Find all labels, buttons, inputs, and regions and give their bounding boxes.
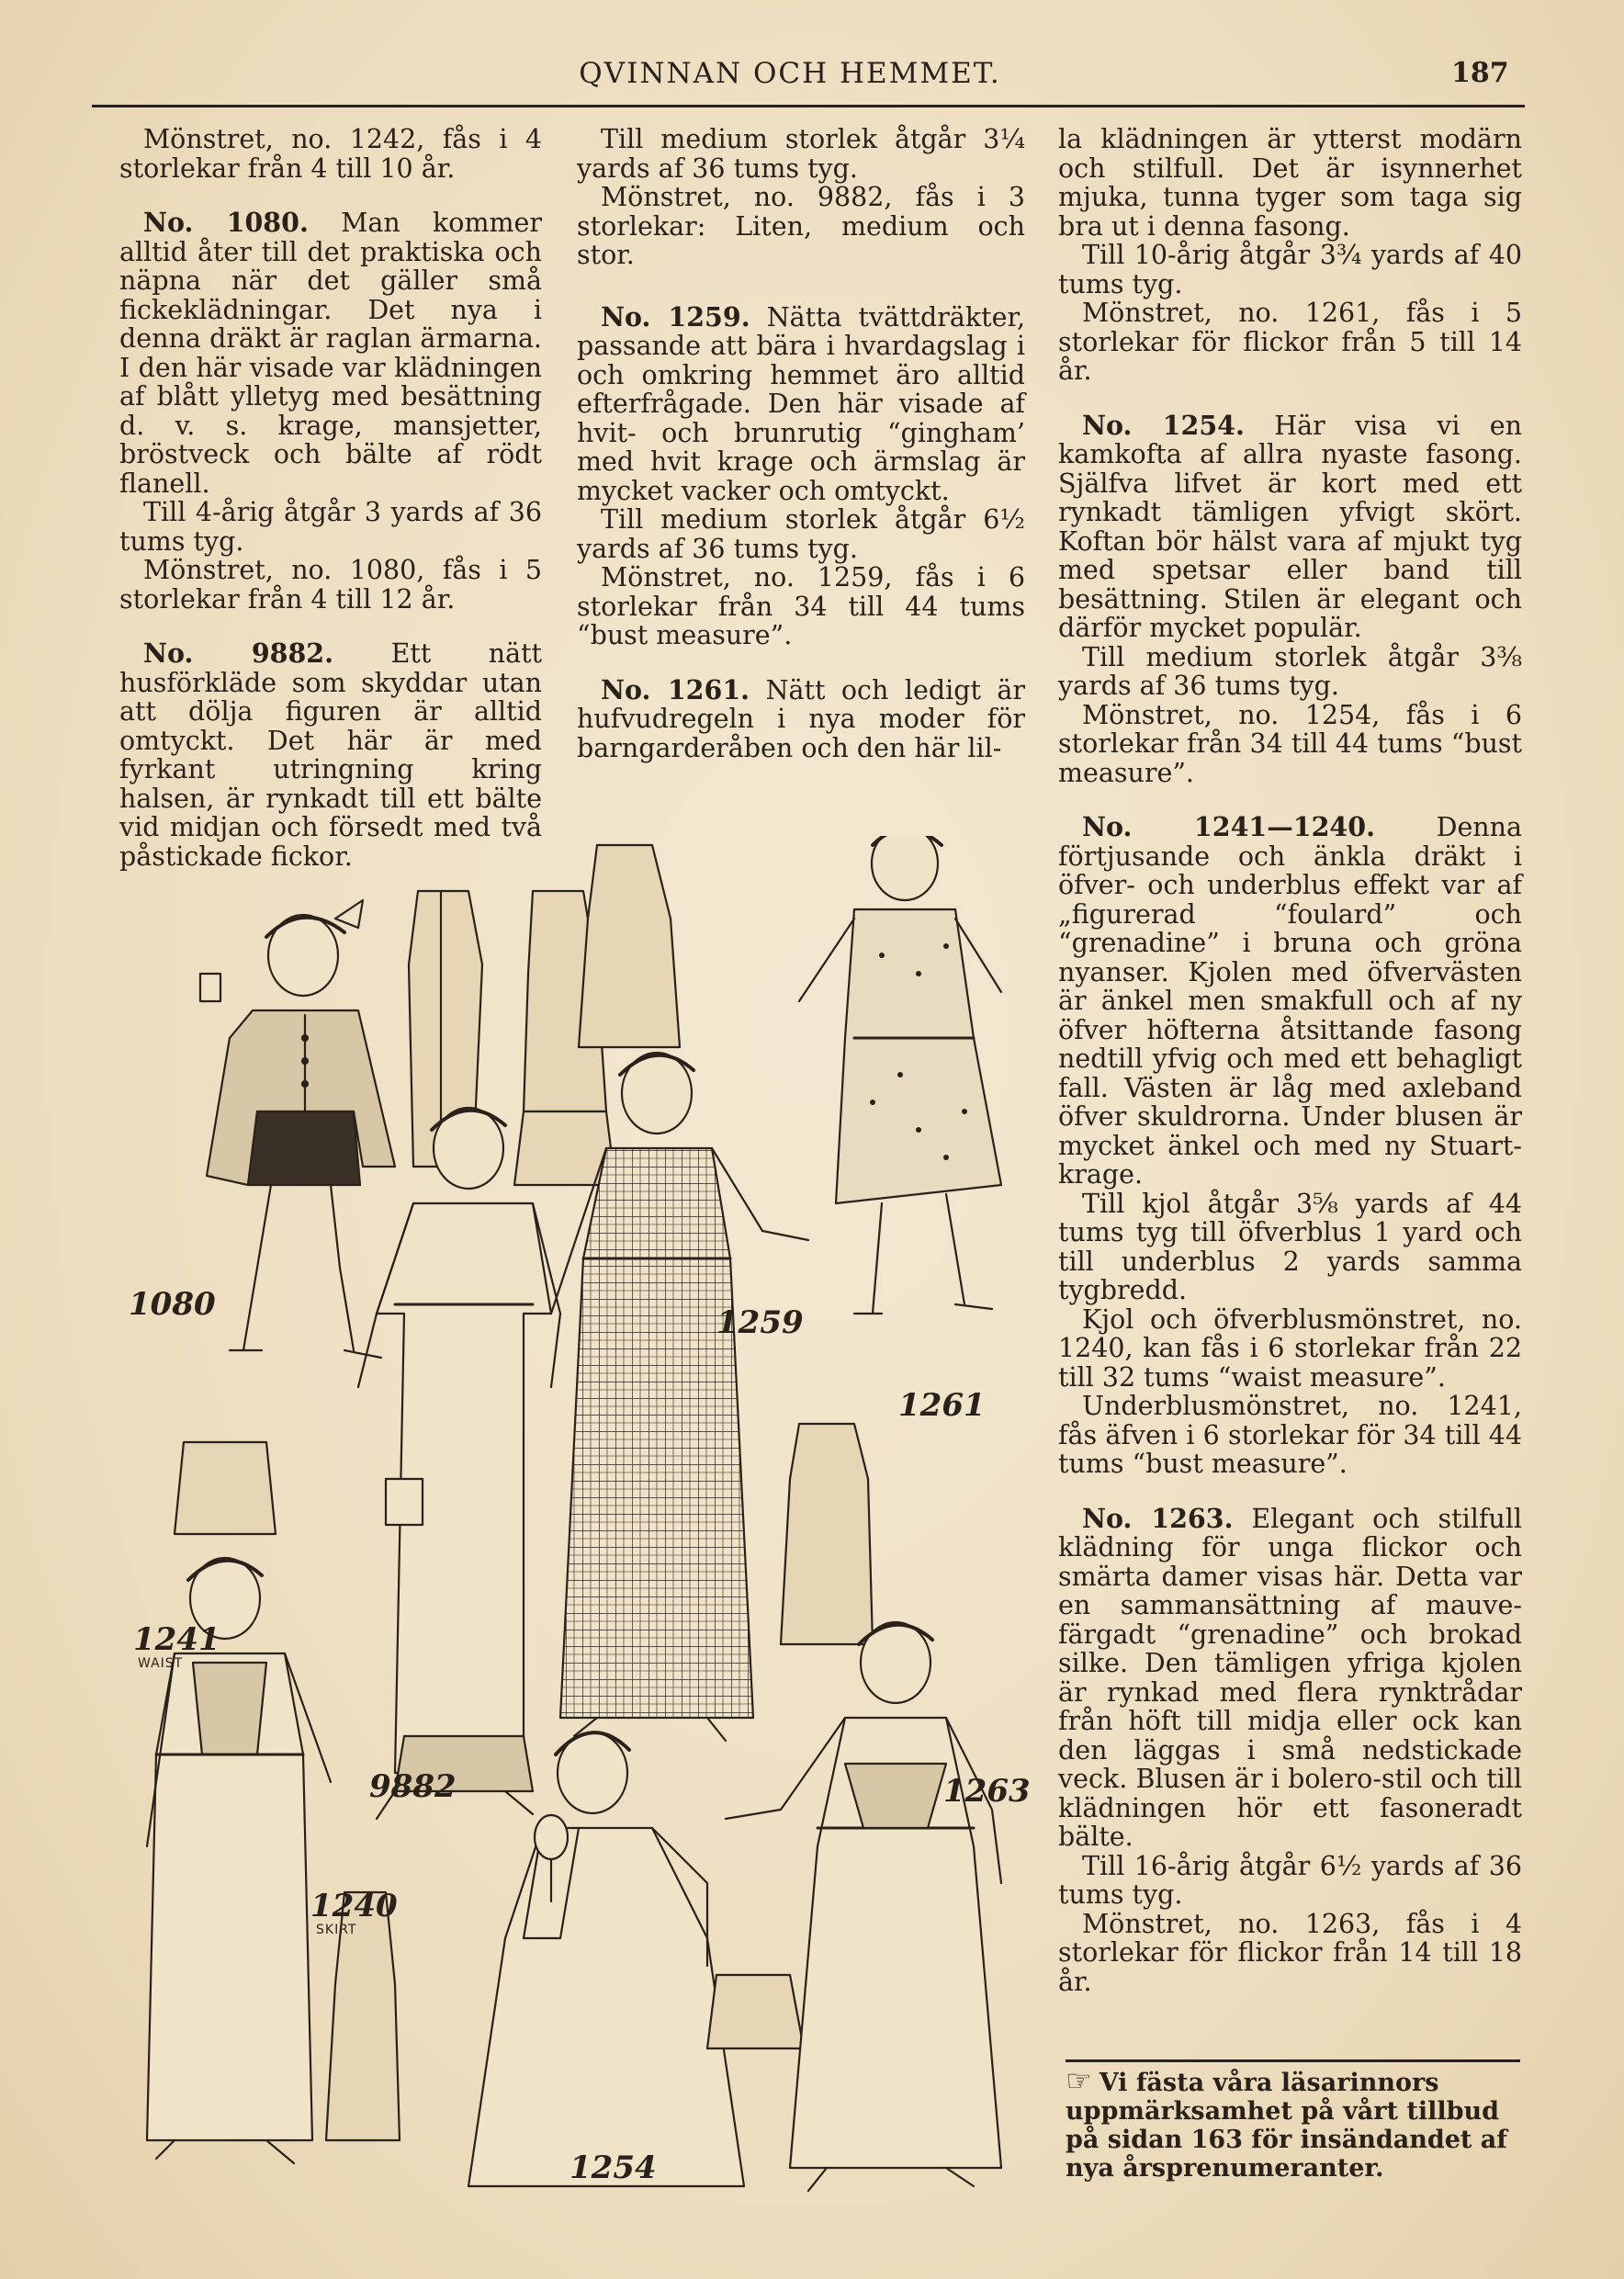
paragraph: Till kjol åtgår 3⅝ yards af 44 tums tyg till öfverblus 1 yard och till underblus 2 yards samma tygbredd.: [1058, 1188, 1522, 1305]
figure-1261-back-middle: [781, 1424, 873, 1644]
figure-label-1240: 1240: [310, 1888, 398, 1924]
pattern-number: No. 9882.: [143, 637, 334, 669]
pattern-number: No. 1263.: [1082, 1502, 1234, 1534]
figure-1261-girl: [799, 836, 1001, 1314]
paragraph-text: Nätt och ledigt är hufvudregeln i nya moder för barngarderåben och den här lil-: [577, 674, 1026, 763]
pointing-hand-icon: ☞: [1066, 2063, 1092, 2098]
paragraph: Mönstret, no. 1263, fås i 4 storlekar för flickor från 14 till 18 år.: [1058, 1908, 1522, 1997]
paragraph: Mönstret, no. 9882, fås i 3 storlekar: Liten, medium och stor.: [577, 182, 1025, 270]
paragraph: [1058, 409, 1522, 643]
figure-1080-girl-coat: [200, 900, 395, 1358]
page-header-title: QVINNAN OCH HEMMET.: [579, 57, 1001, 90]
paragraph: [1058, 813, 1522, 1190]
paragraph: Kjol och öfverblusmönstret, no. 1240, kan fås i 6 storlekar från 22 till 32 tums “waist measure”.: [1058, 1303, 1522, 1393]
paragraph-text: Nätta tvättdräkter, passande att bära i hvardagslag i och omkring hemmet äro alltid efterfrågade. Den här visade af hvit- och brunrutig “gingham’ med hvit krage och ärmslag är mycket vacker och omtyckt.: [577, 301, 1026, 506]
paragraph: Mönstret, no. 1259, fås i 6 storlekar från 34 till 44 tums “bust measure”.: [577, 562, 1025, 650]
figure-label-1254: 1254: [570, 2149, 657, 2186]
header-rule: [92, 105, 1525, 107]
paragraph: Mönstret, no. 1254, fås i 6 storlekar från 34 till 44 tums “bust measure”.: [1058, 699, 1522, 788]
figure-9882-woman-apron: [358, 1108, 560, 1819]
paragraph: Till medium storlek åtgår 3¼ yards af 36 tums tyg.: [577, 124, 1025, 184]
paragraph-text: Denna förtjusande och änkla dräkt i öfver- och underblus effekt var af „figurerad “foulard” och “grenadine” i bruna och gröna nyanser. Kjolen med öfvervästen är änkel men smakfull och af ny öfver höfterna åtsittande fasong nedtill yfvig och med ett behagligt fall. Västen är låg med axleband öfver skuldrorna. Under blusen är mycket änkel och med ny Stuart-krage.: [1058, 812, 1523, 1190]
pattern-number: No. 1241—1240.: [1082, 811, 1375, 842]
paragraph-text: Man kommer alltid åter till det praktiska och näpna när det gäller små fickeklädningar. Det nya i denna dräkt är raglan ärmarna. I den här visade var klädningen af blått ylletyg med besättning d. v. s. krage, mansjetter, bröstveck och bälte af rödt flanell.: [119, 208, 542, 499]
figure-1241-back-view: [175, 1442, 276, 1534]
page-number: 187: [1451, 57, 1509, 89]
paragraph: [577, 300, 1026, 506]
figure-label-1261: 1261: [898, 1387, 986, 1424]
column-3: [1058, 125, 1522, 1996]
figure-1263-woman: [726, 1622, 1001, 2191]
paragraph-text: Ett nätt husförkläde som skyddar utan att dölja figuren är alltid omtyckt. Det här är med fyrkant utringning kring halsen, är rynkadt till ett bälte vid midjan och försedt med två påstickade fickor.: [119, 638, 543, 872]
paragraph: [119, 209, 542, 498]
fashion-illustrations: [119, 836, 1047, 2195]
column-1: [119, 125, 542, 871]
paragraph: Till medium storlek åtgår 6½ yards af 36 tums tyg.: [577, 504, 1025, 564]
paragraph: Till 4-årig åtgår 3 yards af 36 tums tyg.: [119, 497, 542, 557]
notice-box: [1066, 2063, 1520, 2183]
notice-rule: [1066, 2059, 1520, 2062]
paragraph: Till 10-årig åtgår 3¾ yards af 40 tums tyg.: [1058, 240, 1522, 299]
figure-1261-back-view: [579, 845, 680, 1047]
paragraph: Underblusmönstret, no. 1241, fås äfven i 6 storlekar för 34 till 44 tums “bust measure”.: [1058, 1391, 1522, 1479]
paragraph: la klädningen är ytterst modärn och stilfull. Det är isynnerhet mjuka, tunna tyger som taga sig bra ut i denna fasong.: [1058, 124, 1522, 242]
pattern-number: No. 1261.: [601, 673, 750, 705]
pattern-number: No. 1259.: [601, 300, 750, 333]
paragraph: [577, 673, 1026, 763]
figure-label-1241: 1241: [133, 1621, 220, 1658]
fashion-illustration-drawing: [119, 836, 1047, 2195]
paragraph: Till medium storlek åtgår 3⅜ yards af 36 tums tyg.: [1058, 641, 1522, 701]
paragraph: Till 16-årig åtgår 6½ yards af 36 tums tyg.: [1058, 1850, 1522, 1910]
paragraph: Mönstret, no. 1261, fås i 5 storlekar för flickor från 5 till 14 år.: [1058, 298, 1522, 386]
figure-label-1259: 1259: [716, 1304, 804, 1341]
pattern-number: No. 1080.: [143, 207, 309, 238]
paragraph: Mönstret, no. 1242, fås i 4 storlekar från 4 till 10 år.: [119, 124, 542, 184]
paragraph-text: Här visa vi en kamkofta af allra nyaste fasong. Själfva lifvet är kort med ett rynkadt tämligen yfvigt skört. Koftan bör hälst vara af mjukt tyg med spetsar eller band till besättning. Stilen är elegant och därför mycket populär.: [1058, 410, 1522, 643]
pattern-number: No. 1254.: [1082, 409, 1245, 441]
figure-label-1263: 1263: [943, 1773, 1031, 1810]
figure-1254-woman-mirror: [468, 1732, 744, 2186]
figure-sub-waist: WAIST: [138, 1656, 184, 1671]
column-2: [577, 125, 1025, 762]
figure-label-1080: 1080: [129, 1286, 216, 1323]
paragraph: Mönstret, no. 1080, fås i 5 storlekar från 4 till 12 år.: [119, 555, 542, 615]
figure-1254-back-view: [707, 1975, 804, 2048]
paragraph-text: Elegant och stilfull klädning för unga flickor och smärta damer visas här. Detta var en sammansättning af mauve-färgadt “grenadine” och brokad silke. Den tämligen yfriga kjolen är rynkad med flera rynktrådar från höft till midja eller ock kan den läggas i små nedstickade veck. Blusen är i bolero-stil och till klädningen hör ett fasoneradt bälte.: [1058, 1503, 1522, 1852]
paragraph: [1058, 1502, 1522, 1852]
figure-sub-skirt: SKIRT: [316, 1923, 357, 1937]
notice-text: Vi fästa våra läsarinnors uppmärksamhet på vårt tillbud på sidan 163 för insändandet af nya årsprenumeranter.: [1066, 2069, 1507, 2183]
figure-label-9882: 9882: [369, 1768, 457, 1805]
